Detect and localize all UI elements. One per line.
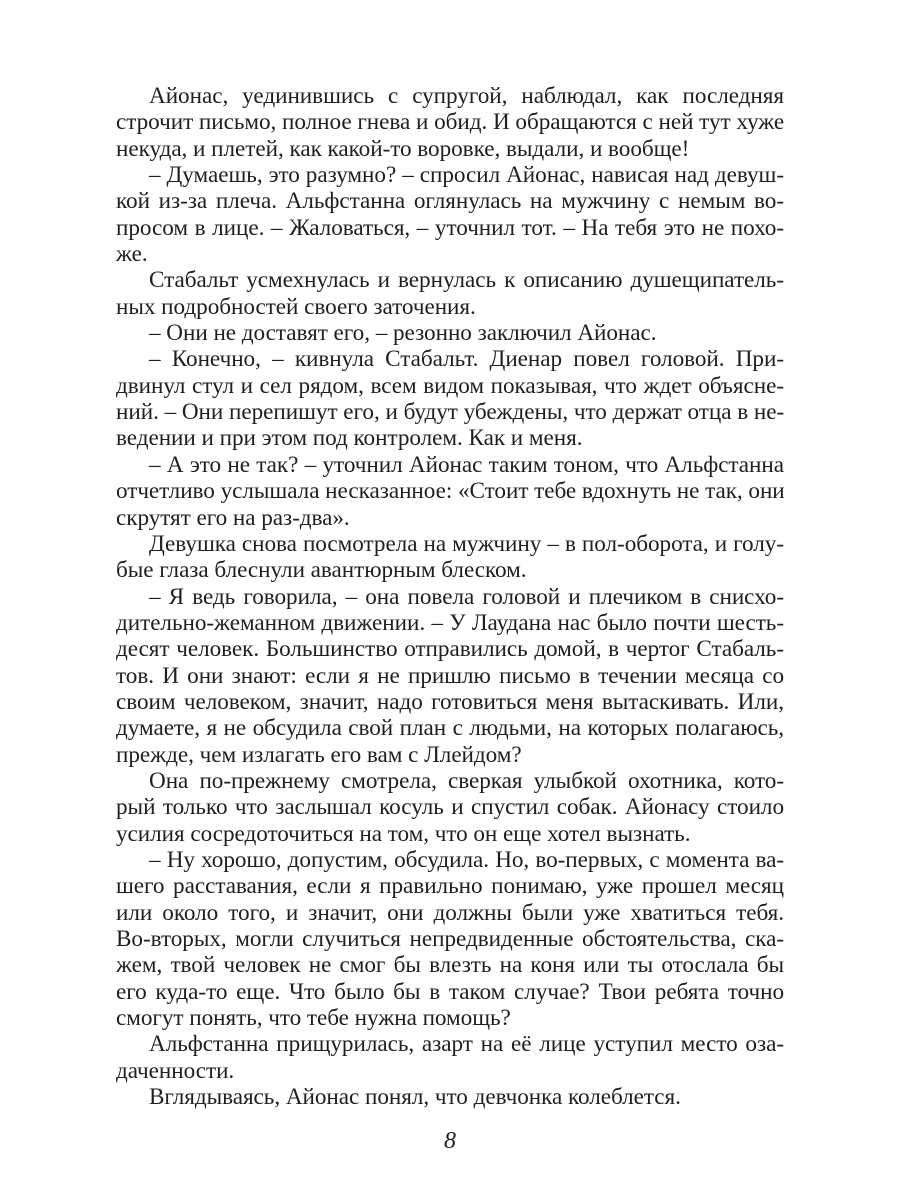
text-line: Вглядываясь, Айонас понял, что девчонка колеблется. xyxy=(149,1084,681,1111)
text-line: его куда-то еще. Что было бы в таком случае? Твои ребята точно xyxy=(116,978,784,1005)
text-line: Стабальт усмехнулась и вернулась к описанию душещипатель- xyxy=(149,267,784,294)
text-line: думаете, я не обсудила свой план с людьми, на которых полагаюсь, xyxy=(116,715,784,742)
text-line: – Я ведь говорила, – она повела головой и плечиком в снисхо- xyxy=(149,583,784,610)
text-line: или около того, и значит, они должны были уже хватиться тебя. xyxy=(116,899,784,926)
body-text xyxy=(116,83,784,1110)
text-line: Во-вторых, могли случиться непредвиденные обстоятельства, ска- xyxy=(116,926,784,952)
text-line: – Они не доставят его, – резонно заключил Айонас. xyxy=(149,320,657,347)
text-line: скрутят его на раз-два». xyxy=(116,504,350,531)
text-line: даченности. xyxy=(116,1057,235,1084)
text-line: жем, твой человек не смог бы влезть на коня или ты отослала бы xyxy=(116,952,784,979)
text-line: – Конечно, – кивнула Стабальт. Диенар повел головой. При- xyxy=(149,346,784,373)
text-line: усилия сосредоточиться на том, что он еще хотел вызнать. xyxy=(116,820,691,847)
text-line: своим человеком, значит, надо готовиться меня вытаскивать. Или, xyxy=(116,688,784,715)
text-line: Девушка снова посмотрела на мужчину – в пол-оборота, и голу- xyxy=(149,530,784,557)
text-line: прежде, чем излагать его вам с Ллейдом? xyxy=(116,741,522,768)
text-line: Альфстанна прищурилась, азарт на её лице уступил место оза- xyxy=(149,1031,784,1058)
text-line: шего расставания, если я правильно понимаю, уже прошел месяц xyxy=(116,873,784,900)
text-line: тов. И они знают: если я не пришлю письмо в течении месяца со xyxy=(116,662,784,689)
text-line: Айонас, уединившись с супругой, наблюдал, как последняя xyxy=(149,83,784,109)
text-line: десят человек. Большинство отправились домой, в чертог Стабаль- xyxy=(116,636,784,663)
text-line: же. xyxy=(116,241,148,268)
text-line: просом в лице. – Жаловаться, – уточнил тот. – На тебя это не похо- xyxy=(116,214,784,241)
text-line: дительно-жеманном движении. – У Лаудана нас было почти шесть- xyxy=(116,609,784,636)
text-line: рый только что заслышал косуль и спустил собак. Айонасу стоило xyxy=(116,794,784,821)
text-line: ний. – Они перепишут его, и будут убеждены, что держат отца в не- xyxy=(116,399,785,426)
text-line: Она по-прежнему смотрела, сверкая улыбкой охотника, кото- xyxy=(149,767,784,794)
text-line: кой из-за плеча. Альфстанна оглянулась на мужчину с немым во- xyxy=(116,188,784,215)
text-line: – А это не так? – уточнил Айонас таким тоном, что Альфстанна xyxy=(149,451,784,478)
text-line: – Думаешь, это разумно? – спросил Айонас, нависая над девуш- xyxy=(149,162,784,189)
text-line: некуда, и плетей, как какой-то воровке, выдали, и вообще! xyxy=(116,135,690,162)
text-line: ных подробностей своего заточения. xyxy=(116,293,476,320)
text-line: отчетливо услышала несказанное: «Стоит тебе вдохнуть не так, они xyxy=(116,478,785,505)
text-line: бые глаза блеснули авантюрным блеском. xyxy=(116,557,527,584)
page-number: 8 xyxy=(444,1128,456,1154)
text-line: строчит письмо, полное гнева и обид. И обращаются с ней тут хуже xyxy=(116,109,785,136)
text-line: ведении и при этом под контролем. Как и меня. xyxy=(116,425,583,452)
text-line: двинул стул и сел рядом, всем видом показывая, что ждет объясне- xyxy=(116,372,784,399)
text-line: – Ну хорошо, допустим, обсудила. Но, во-первых, с момента ва- xyxy=(149,846,784,873)
text-line: смогут понять, что тебе нужна помощь? xyxy=(116,1005,511,1032)
